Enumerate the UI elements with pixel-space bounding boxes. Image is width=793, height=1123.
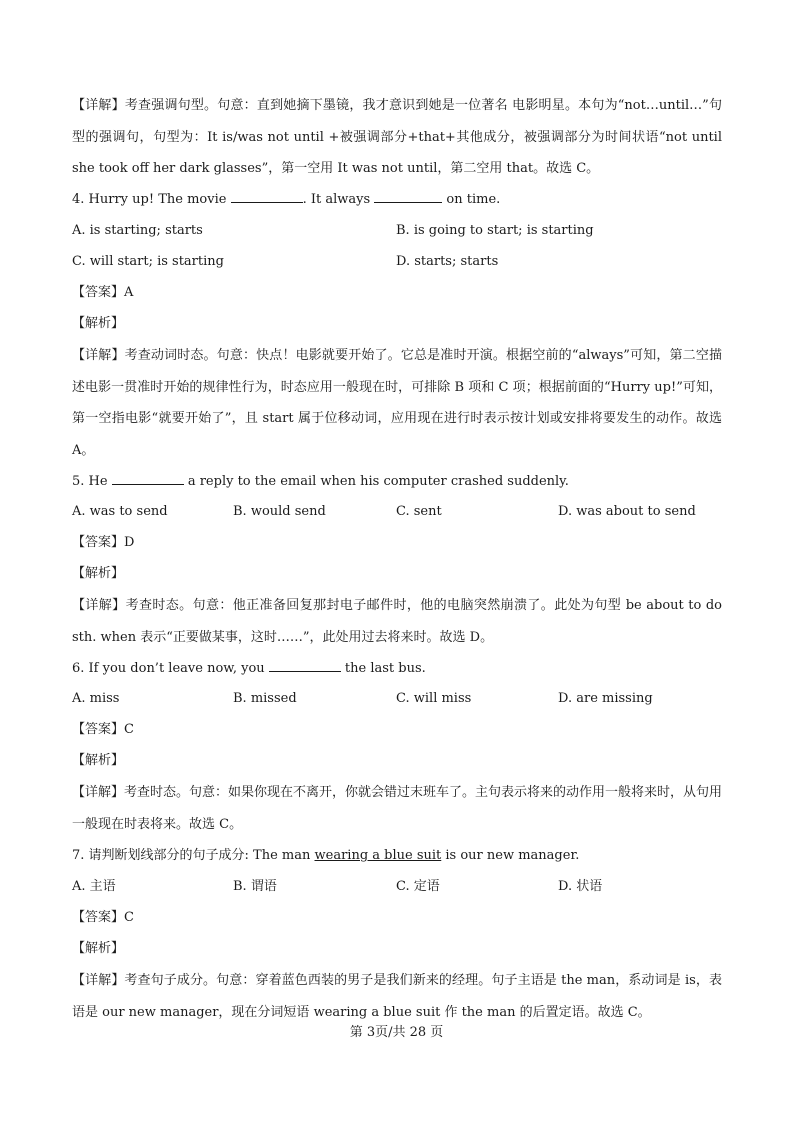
q7-option-a: A. 主语 (72, 879, 116, 894)
q4-analysis-label: 【解析】 (72, 316, 125, 331)
q5-option-c: C. sent (396, 504, 442, 519)
q4-stem-post: on time. (442, 192, 501, 207)
q4-option-a: A. is starting; starts (72, 223, 203, 238)
q7-option-b: B. 谓语 (233, 879, 277, 894)
q6-stem-pre: 6. If you don’t leave now, you (72, 661, 269, 676)
q7-stem (72, 847, 579, 865)
q7-underlined-phrase: wearing a blue suit (314, 848, 442, 863)
q6-option-b: B. missed (233, 691, 297, 706)
q5-answer: 【答案】D (72, 535, 135, 550)
q7-stem-pre: 7. 请判断划线部分的句子成分: The man (72, 848, 315, 863)
q6-answer: 【答案】C (72, 722, 134, 737)
q3-detail: 【详解】考查强调句型。句意：直到她摘下墨镜，我才意识到她是一位著名 电影明星。本句为“not…until…”句型的强调句，句型为：It is/was not until +被强调部分+that+其他成分，被强调部分为时间状语“not until she took off her dark glasses”，第一空用 It was not until，第二空用 that。故选 C。 (72, 98, 722, 176)
q4-option-b: B. is going to start; is starting (396, 223, 594, 238)
q4-option-c: C. will start; is starting (72, 254, 224, 269)
q4-stem-mid: . It always (302, 192, 375, 207)
q7-answer: 【答案】C (72, 910, 134, 925)
page-footer: 第 3页/共 28 页 (349, 1025, 444, 1040)
q7-option-d: D. 状语 (558, 879, 603, 894)
q4-stem (72, 190, 500, 209)
q7-detail: 【详解】考查句子成分。句意：穿着蓝色西装的男子是我们新来的经理。句子主语是 the man，系动词是 is，表语是 our new manager，现在分词短语 wearing a blue suit 作 the man 的后置定语。故选 C。 (72, 973, 722, 1020)
q6-option-d: D. are missing (558, 691, 653, 706)
q6-option-a: A. miss (72, 691, 120, 706)
q5-analysis-label: 【解析】 (72, 566, 125, 581)
q5-option-d: D. was about to send (558, 504, 696, 519)
q7-option-c: C. 定语 (396, 879, 440, 894)
q5-option-a: A. was to send (72, 504, 168, 519)
q4-option-d: D. starts; starts (396, 254, 499, 269)
q6-stem-post: the last bus. (340, 661, 426, 676)
q6-analysis-label: 【解析】 (72, 753, 125, 768)
q5-blank (112, 472, 184, 485)
q5-option-b: B. would send (233, 504, 326, 519)
q5-stem (72, 472, 569, 491)
q5-stem-pre: 5. He (72, 474, 112, 489)
q5-detail: 【详解】考查时态。句意：他正准备回复那封电子邮件时，他的电脑突然崩溃了。此处为句型 be about to do sth. when 表示“正要做某事，这时……”，此处用过去将来时。故选 D。 (72, 598, 722, 645)
q6-stem (72, 659, 426, 678)
q7-stem-post: is our new manager. (441, 848, 580, 863)
q6-blank (269, 659, 341, 672)
q6-detail: 【详解】考查时态。句意：如果你现在不离开，你就会错过末班车了。主句表示将来的动作用一般将来时，从句用一般现在时表将来。故选 C。 (72, 785, 723, 832)
q7-analysis-label: 【解析】 (72, 941, 125, 956)
q4-blank-2 (374, 190, 442, 203)
q4-detail: 【详解】考查动词时态。句意：快点！电影就要开始了。它总是准时开演。根据空前的“always”可知，第二空描述电影一贯准时开始的规律性行为，时态应用一般现在时，可排除 B 项和 C 项；根据前面的“Hurry up!”可知，第一空指电影“就要开始了”，且 start 属于位移动词，应用现在进行时表示按计划或安排将要发生的动作。故选 A。 (72, 348, 722, 458)
q6-option-c: C. will miss (396, 691, 472, 706)
q4-blank-1 (231, 190, 303, 203)
q5-stem-post: a reply to the email when his computer crashed suddenly. (183, 474, 569, 489)
q4-answer: 【答案】A (72, 285, 134, 300)
q4-stem-pre: 4. Hurry up! The movie (72, 192, 231, 207)
